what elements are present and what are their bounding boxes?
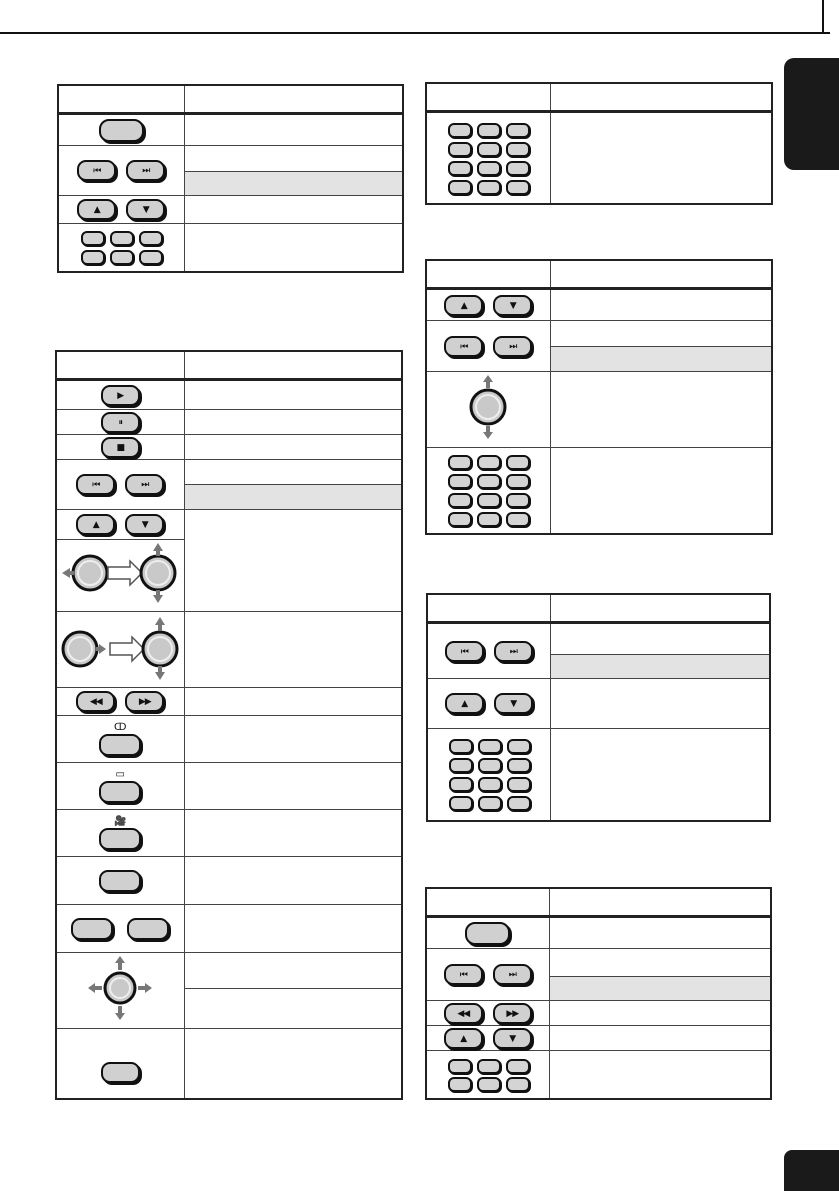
up-button [76, 514, 115, 535]
cell-description [549, 917, 771, 949]
cell-button [56, 953, 184, 1029]
cell-description [184, 410, 402, 435]
cell-button [56, 688, 184, 716]
cell-button [426, 949, 549, 1001]
next-button [125, 474, 164, 495]
rewind-icon: ◀◀ [457, 1008, 470, 1019]
cell-button [426, 112, 550, 204]
cell-button [58, 114, 184, 146]
cell-description-shaded [549, 977, 771, 1001]
cell-button [426, 1026, 549, 1051]
table-3 [425, 82, 773, 205]
up-arrow-icon: ▲ [460, 300, 467, 311]
function-button [99, 870, 141, 892]
table-header-function [550, 260, 772, 289]
four-way-joystick-diagram [84, 954, 156, 1022]
up-arrow-icon: ▲ [460, 1033, 467, 1044]
cell-description [184, 810, 402, 857]
cell-button [56, 905, 184, 953]
cell-button [56, 460, 184, 510]
previous-icon: ⏮ [92, 480, 100, 490]
table-header-button [56, 351, 184, 380]
subtitle-icon: ▭ [115, 769, 125, 780]
page-number-box [784, 1150, 839, 1191]
table-6 [425, 887, 772, 1100]
number-buttons [448, 119, 528, 197]
function-button [101, 1062, 140, 1083]
right-function-button [127, 918, 169, 940]
down-button [126, 199, 165, 220]
play-icon: ▶ [117, 390, 124, 401]
cell-description [184, 146, 403, 172]
prev-button [444, 964, 483, 985]
cell-description [549, 1051, 771, 1099]
cell-button [58, 224, 184, 272]
number-buttons [81, 227, 161, 267]
next-icon: ⏭ [508, 970, 516, 980]
previous-icon: ⏮ [460, 646, 468, 657]
stop-button [101, 437, 140, 458]
number-buttons [448, 1055, 528, 1093]
stop-icon: ■ [116, 442, 124, 453]
cell-description [184, 460, 402, 485]
previous-icon: ⏮ [93, 166, 101, 176]
table-header-function [550, 83, 772, 112]
angle-button [99, 828, 141, 850]
table-header-function [549, 888, 771, 917]
next-button [493, 336, 532, 357]
down-button [125, 514, 164, 535]
cell-button [427, 679, 550, 729]
cell-button [56, 540, 184, 612]
audio-icon: ↀ [114, 722, 127, 733]
cell-description [184, 953, 402, 989]
next-button [126, 160, 165, 181]
rewind-icon: ◀◀ [89, 697, 102, 707]
next-button [493, 964, 532, 985]
cell-description [184, 114, 403, 146]
cell-button [56, 410, 184, 435]
cell-description-shaded [550, 655, 770, 679]
cell-button [56, 716, 184, 763]
prev-button [444, 336, 483, 357]
up-button [444, 295, 483, 316]
subtitle-button [99, 781, 141, 803]
table-2 [55, 350, 403, 1100]
cell-description [550, 289, 772, 321]
cell-description [184, 688, 402, 716]
play-button [101, 385, 140, 406]
fast-forward-button [125, 691, 164, 712]
number-buttons [449, 735, 529, 813]
fast-forward-icon: ▶▶ [506, 1008, 519, 1019]
table-header-button [426, 260, 550, 289]
fast-forward-icon: ▶▶ [138, 697, 151, 707]
mode-button [465, 922, 510, 945]
cell-button [56, 810, 184, 857]
next-icon: ⏭ [141, 480, 149, 490]
up-arrow-icon: ▲ [461, 699, 468, 709]
rewind-button [76, 691, 115, 712]
cell-description [184, 989, 402, 1029]
cell-button [427, 729, 550, 821]
down-button [494, 693, 533, 714]
cell-description [184, 763, 402, 810]
cell-description [184, 380, 402, 410]
cell-button [426, 917, 549, 949]
cell-description-shaded [550, 347, 772, 372]
fast-forward-button [493, 1003, 532, 1024]
cell-button [56, 510, 184, 540]
table-header-function [550, 594, 770, 623]
joystick-push-then-tilt-diagram [58, 540, 182, 606]
table-4 [425, 259, 773, 535]
cell-button [56, 763, 184, 810]
table-header-function [184, 85, 403, 114]
cell-button [426, 321, 550, 372]
cell-button [426, 448, 550, 534]
cell-description [184, 612, 402, 688]
pause-button [101, 412, 140, 433]
cell-description [549, 1026, 771, 1051]
cell-description [184, 224, 403, 272]
mode-button [99, 119, 144, 142]
next-button [494, 641, 533, 662]
down-button [493, 1028, 532, 1049]
cell-button [426, 289, 550, 321]
cell-description [550, 623, 770, 655]
table-1 [57, 84, 404, 273]
up-button [77, 199, 116, 220]
number-buttons [448, 451, 528, 529]
cell-button [426, 372, 550, 448]
cell-description [550, 372, 772, 448]
down-arrow-icon: ▼ [510, 699, 517, 709]
table-header-button [426, 888, 549, 917]
down-arrow-icon: ▼ [141, 520, 148, 530]
cell-description [550, 112, 772, 204]
prev-button [76, 474, 115, 495]
pause-icon: ⏸ [118, 417, 122, 428]
cell-button [56, 612, 184, 688]
audio-button [99, 734, 141, 756]
cell-button [426, 1001, 549, 1026]
next-icon: ⏭ [509, 341, 517, 352]
language-side-tab [784, 58, 839, 170]
cell-description [550, 729, 770, 821]
cell-description [550, 448, 772, 534]
cell-description [184, 435, 402, 460]
up-down-joystick-diagram [463, 373, 513, 441]
up-button [445, 693, 484, 714]
up-button [444, 1028, 483, 1049]
left-function-button [71, 918, 113, 940]
cell-button [58, 146, 184, 196]
next-icon: ⏭ [142, 166, 150, 176]
header-rule-end [822, 0, 824, 34]
cell-description [184, 905, 402, 953]
prev-button [77, 160, 116, 181]
cell-description [184, 510, 402, 612]
cell-button [426, 1051, 549, 1099]
cell-button [56, 380, 184, 410]
cell-button [56, 435, 184, 460]
cell-description-shaded [184, 485, 402, 510]
down-button [493, 295, 532, 316]
cell-button [56, 1029, 184, 1099]
table-header-function [184, 351, 402, 380]
cell-button [427, 623, 550, 679]
cell-description [550, 321, 772, 347]
cell-description [549, 949, 771, 977]
table-5 [426, 593, 771, 822]
table-header-button [58, 85, 184, 114]
rewind-button [444, 1003, 483, 1024]
table-header-button [427, 594, 550, 623]
down-arrow-icon: ▼ [142, 205, 149, 215]
prev-button [445, 641, 484, 662]
cell-description [184, 716, 402, 763]
next-icon: ⏭ [509, 646, 517, 657]
cell-button [56, 857, 184, 905]
camera-angle-icon: 🎥 [114, 816, 127, 827]
previous-icon: ⏮ [460, 341, 468, 352]
previous-icon: ⏮ [459, 970, 467, 980]
header-rule [0, 32, 830, 34]
table-header-button [426, 83, 550, 112]
cell-description [184, 196, 403, 224]
cell-description [184, 857, 402, 905]
joystick-press-then-tilt-diagram [58, 613, 182, 681]
down-arrow-icon: ▼ [509, 1033, 516, 1044]
cell-description [550, 679, 770, 729]
up-arrow-icon: ▲ [93, 205, 100, 215]
cell-description [549, 1001, 771, 1026]
cell-description-shaded [184, 172, 403, 196]
up-arrow-icon: ▲ [92, 520, 99, 530]
cell-button [58, 196, 184, 224]
cell-description [184, 1029, 402, 1099]
down-arrow-icon: ▼ [509, 300, 516, 311]
